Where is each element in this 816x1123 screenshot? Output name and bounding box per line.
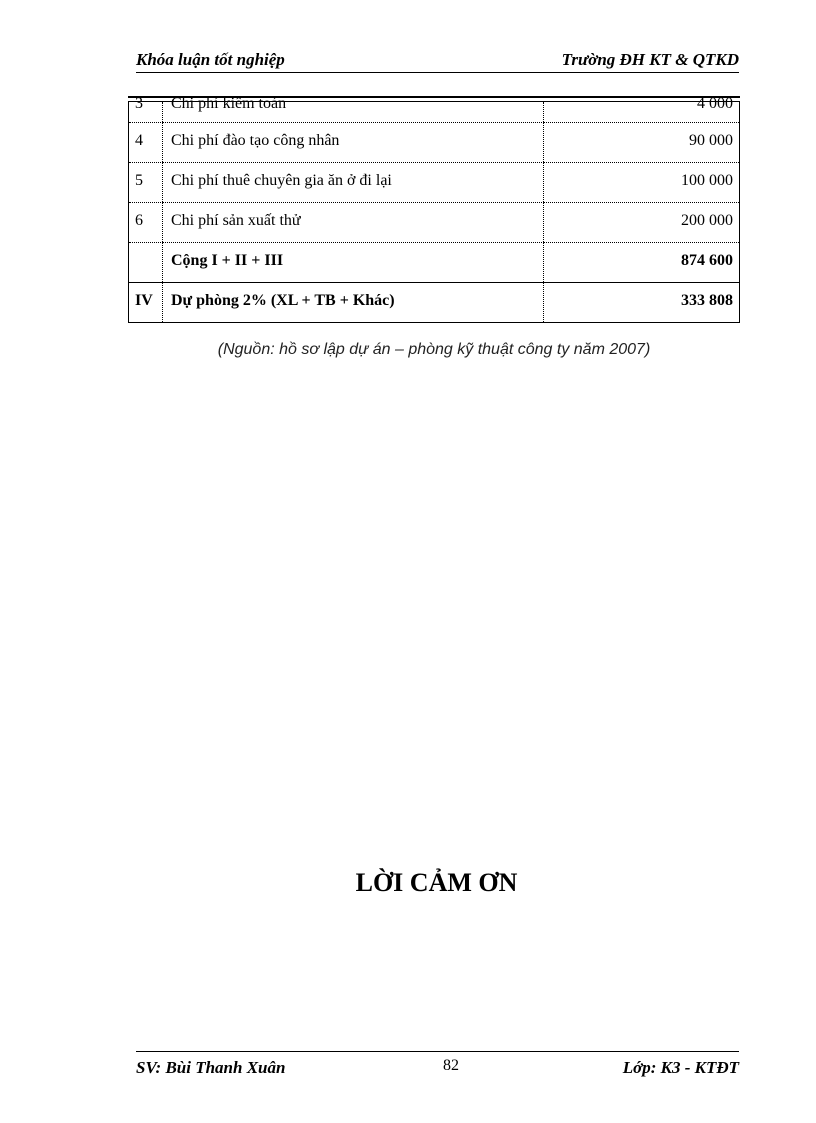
row-number: 6 bbox=[129, 203, 163, 243]
page-header bbox=[136, 50, 739, 73]
row-value: 200 000 bbox=[544, 203, 740, 243]
row-value: 4 000 bbox=[697, 95, 733, 112]
row-value: 874 600 bbox=[544, 243, 740, 283]
header-thesis-label: Khóa luận tốt nghiệp bbox=[136, 50, 285, 69]
table-source-note: (Nguồn: hồ sơ lập dự án – phòng kỹ thuật công ty năm 2007) bbox=[217, 341, 651, 358]
row-item: Dự phòng 2% (XL + TB + Khác) bbox=[163, 283, 544, 323]
table-row-contingency bbox=[129, 283, 740, 323]
page-footer bbox=[136, 1051, 739, 1082]
header-university-label: Trường ĐH KT & QTKD bbox=[561, 50, 739, 69]
table-row-subtotal bbox=[129, 243, 740, 283]
row-number bbox=[129, 243, 163, 283]
table-row bbox=[129, 123, 740, 163]
table-row bbox=[129, 203, 740, 243]
footer-class-label: Lớp: K3 - KTĐT bbox=[622, 1058, 739, 1077]
row-value: 333 808 bbox=[544, 283, 740, 323]
row-item: Chi phí đào tạo công nhân bbox=[163, 123, 544, 163]
row-number: 3 bbox=[135, 95, 143, 112]
row-item: Chi phí thuê chuyên gia ăn ở đi lại bbox=[163, 163, 544, 203]
row-number: 5 bbox=[129, 163, 163, 203]
section-heading: LỜI CẢM ƠN bbox=[355, 868, 518, 897]
row-item: Cộng I + II + III bbox=[163, 243, 544, 283]
row-number: IV bbox=[129, 283, 163, 323]
table-row bbox=[129, 163, 740, 203]
footer-student-name: SV: Bùi Thanh Xuân bbox=[136, 1058, 286, 1077]
row-item: Chi phí sản xuất thử bbox=[163, 203, 544, 243]
page-number: 82 bbox=[443, 1057, 459, 1074]
row-item: Chi phí kiểm toán bbox=[171, 95, 287, 112]
table-row bbox=[129, 102, 740, 123]
row-number: 4 bbox=[129, 123, 163, 163]
cost-table bbox=[128, 96, 740, 323]
row-value: 90 000 bbox=[544, 123, 740, 163]
row-value: 100 000 bbox=[544, 163, 740, 203]
